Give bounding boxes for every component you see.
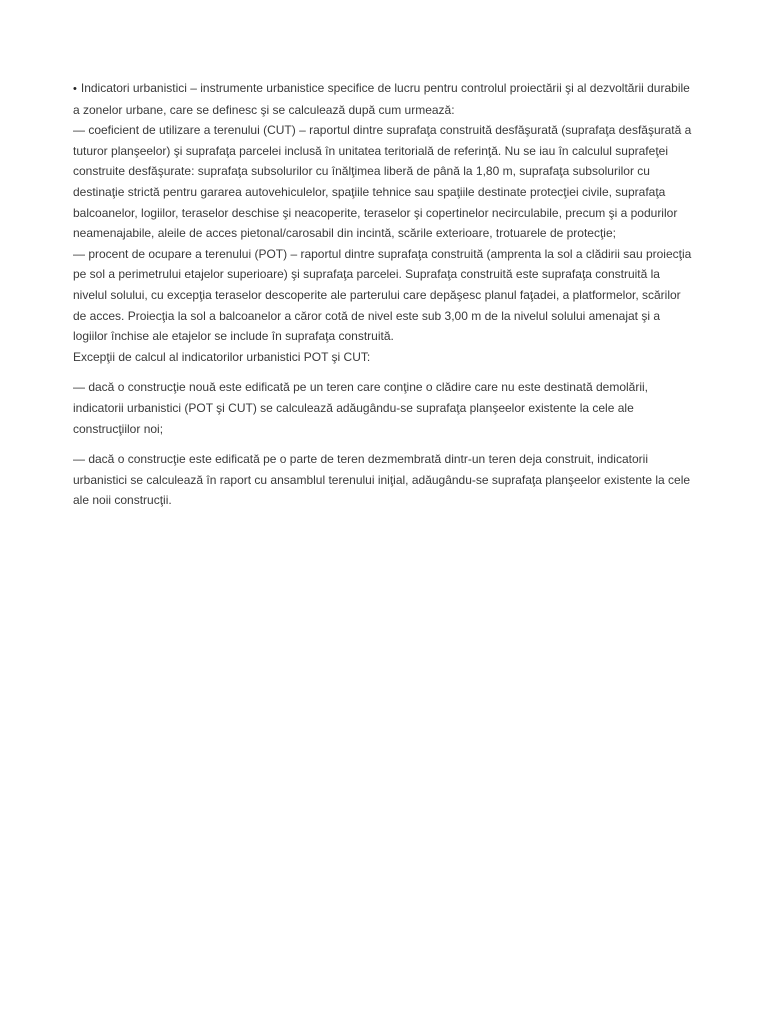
intro-text: Indicatori urbanistici – instrumente urbanistice specifice de lucru pentru controlul proiectării şi al dezvoltării durabile a zonelor urbane, care se definesc şi se calculează după cum urmează: <box>73 81 690 117</box>
document-body <box>73 78 693 511</box>
exception-item-1: — dacă o construcţie nouă este edificată pe un teren care conţine o clădire care nu este destinată demolării, indicatorii urbanistici (POT şi CUT) se calculează adăugându-se suprafaţa planşeelor existente la cele ale construcţiilor noi; <box>73 380 649 436</box>
intro-paragraph <box>73 78 693 120</box>
spacer <box>73 439 693 449</box>
exceptions-heading: Excepţii de calcul al indicatorilor urbanistici POT şi CUT: <box>73 349 371 364</box>
bullet-icon: • <box>73 83 77 95</box>
cut-definition: — coeficient de utilizare a terenului (CUT) – raportul dintre suprafaţa construită desfăşurată (suprafaţa desfăşurată a tuturor planşeelor) şi suprafaţa parcelei inclusă în unitatea teritorială de referinţă. Nu se iau în calculul suprafeţei construite desfăşurate: suprafaţa subsolurilor cu înălţimea liberă de până la 1,80 m, suprafaţa subsolurilor cu destinaţie strictă pentru gararea autovehiculelor, spaţiile tehnice sau spaţiile destinate protecţiei civile, suprafaţa balcoanelor, logiilor, teraselor deschise şi neacoperite, teraselor şi copertinelor necirculabile, precum şi a podurilor neamenajabile, aleile de acces pietonal/carosabil din incintă, scările exterioare, trotuarele de protecţie; <box>73 123 692 241</box>
spacer <box>73 367 693 377</box>
exception-item-2: — dacă o construcţie este edificată pe o parte de teren dezmembrată dintr-un teren deja construit, indicatorii urbanistici se calculează în raport cu ansamblul terenului iniţial, adăugându-se suprafaţa planşeelor existente la cele ale noii construcţii. <box>73 452 691 508</box>
pot-definition: — procent de ocupare a terenului (POT) – raportul dintre suprafaţa construită (amprenta la sol a clădirii sau proiecţia pe sol a perimetrului etajelor superioare) şi suprafaţa parcelei. Suprafaţa construită este suprafaţa construită la nivelul solului, cu excepţia teraselor descoperite ale parterului care depăşesc planul faţadei, a platformelor, scărilor de acces. Proiecţia la sol a balcoanelor a căror cotă de nivel este sub 3,00 m de la nivelul solului amenajat şi a logiilor închise ale etajelor se include în suprafaţa construită. <box>73 246 692 344</box>
